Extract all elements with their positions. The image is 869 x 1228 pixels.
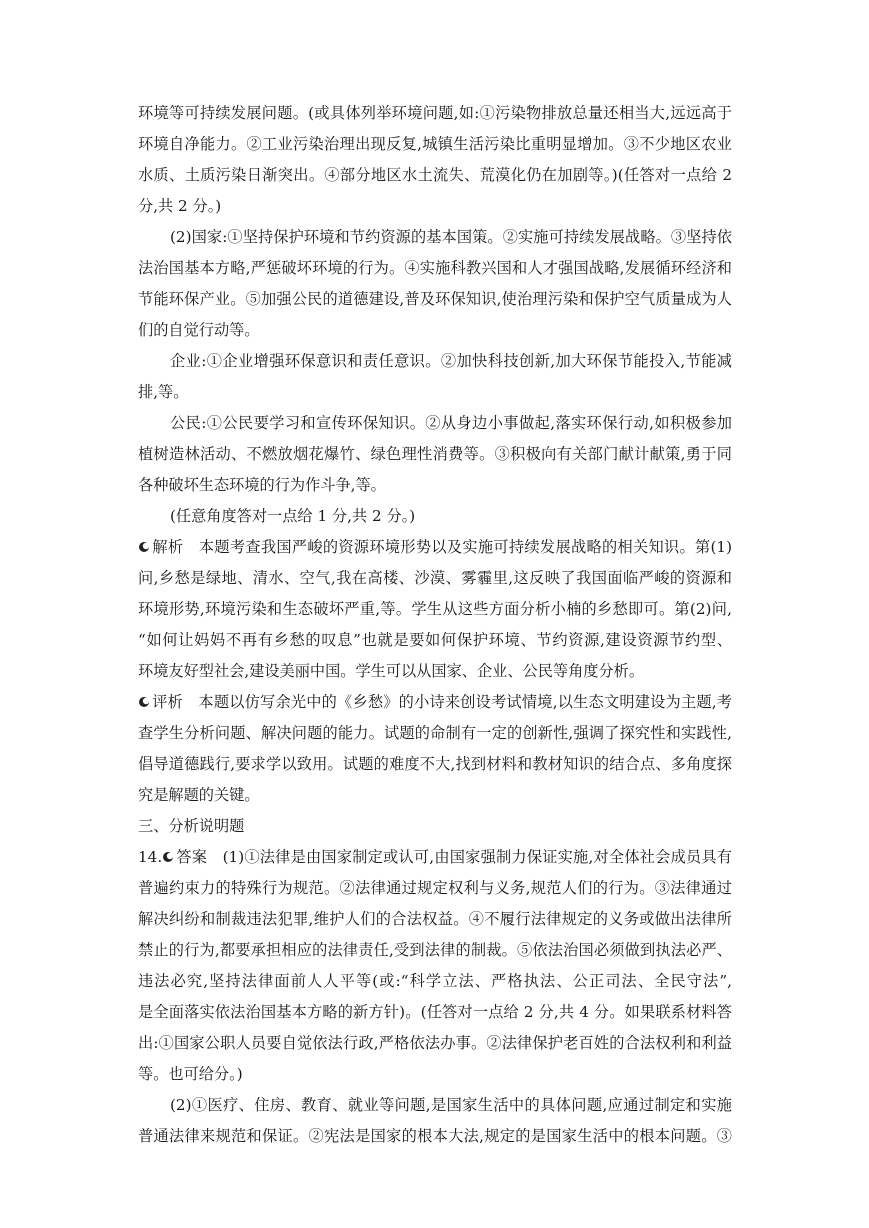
section-heading: 三、分析说明题	[138, 817, 245, 835]
comment-line	[138, 689, 732, 715]
text-line: 法治国基本方略,严惩破坏环境的行为。④实施科教兴国和人才强国战略,发展循环经济和	[138, 259, 732, 277]
comment-marker-icon	[138, 696, 150, 708]
text-line: 们的自觉行动等。	[138, 321, 260, 339]
text-line: 等。也可给分。)	[138, 1065, 243, 1083]
text-line: 节能环保产业。⑤加强公民的道德建设,普及环保知识,使治理污染和保护空气质量成为人	[138, 290, 732, 308]
text-line: 倡导道德践行,要求学以致用。试题的难度不大,找到材料和教材知识的结合点、多角度探	[138, 755, 732, 773]
text-line: 究是解题的关键。	[138, 786, 260, 804]
text-line: 各种破坏生态环境的行为作斗争,等。	[138, 476, 386, 494]
text-line: 环境友好型社会,建设美丽中国。学生可以从国家、企业、公民等角度分析。	[138, 662, 645, 680]
comment-text: 评析 本题以仿写余光中的《乡愁》的小诗来创设考试情境,以生态文明建设为主题,考	[152, 693, 732, 711]
text-line: 是全面落实依法治国基本方略的新方针)。(任答对一点给 2 分,共 4 分。如果联系材料答	[138, 1003, 732, 1021]
text-line: (任意角度答对一点给 1 分,共 2 分。)	[170, 507, 416, 525]
text-line: 植树造林活动、不燃放烟花爆竹、绿色理性消费等。③积极向有关部门献计献策,勇于同	[138, 445, 732, 463]
text-line: 普通法律来规范和保证。②宪法是国家的根本大法,规定的是国家生活中的根本问题。③	[138, 1127, 732, 1145]
text-line: 违法必究,坚持法律面前人人平等(或:“科学立法、严格执法、公正司法、全民守法”,	[138, 972, 732, 990]
answer-text: 答案 (1)①法律是由国家制定或认可,由国家强制力保证实施,对全体社会成员具有	[176, 848, 732, 866]
text-line: 环境等可持续发展问题。(或具体列举环境问题,如:①污染物排放总量还相当大,远远高于	[138, 104, 732, 122]
text-line: “如何让妈妈不再有乡愁的叹息”也就是要如何保护环境、节约资源,建设资源节约型、	[138, 631, 732, 649]
text-line: 解决纠纷和制裁违法犯罪,维护人们的合法权益。④不履行法律规定的义务或做出法律所	[138, 910, 732, 928]
text-line: 公民:①公民要学习和宣传环保知识。②从身边小事做起,落实环保行动,如积极参加	[170, 414, 732, 432]
text-line: 环境形势,环境污染和生态破坏严重,等。学生从这些方面分析小楠的乡愁即可。第(2)问,	[138, 600, 732, 618]
text-line: (2)国家:①坚持保护环境和节约资源的基本国策。②实施可持续发展战略。③坚持依	[170, 228, 732, 246]
text-line: 出:①国家公职人员要自觉依法行政,严格依法办事。②法律保护老百姓的合法权利和利益	[138, 1034, 732, 1052]
text-line: 排,等。	[138, 383, 189, 401]
question-number: 14.	[138, 848, 163, 866]
text-line: 分,共 2 分。)	[138, 197, 222, 215]
text-line: 普遍约束力的特殊行为规范。②法律通过规定权利与义务,规范人们的行为。③法律通过	[138, 879, 732, 897]
text-line: 问,乡愁是绿地、清水、空气,我在高楼、沙漠、雾霾里,这反映了我国面临严峻的资源和	[138, 569, 732, 587]
analysis-line	[138, 534, 732, 560]
text-line: 企业:①企业增强环保意识和责任意识。②加快科技创新,加大环保节能投入,节能减	[170, 352, 732, 370]
analysis-marker-icon	[138, 541, 150, 553]
answer-line	[138, 844, 732, 870]
text-line: 查学生分析问题、解决问题的能力。试题的命制有一定的创新性,强调了探究性和实践性,	[138, 724, 732, 742]
analysis-text: 解析 本题考查我国严峻的资源环境形势以及实施可持续发展战略的相关知识。第(1)	[152, 538, 732, 556]
text-line: 环境自净能力。②工业污染治理出现反复,城镇生活污染比重明显增加。③不少地区农业	[138, 135, 732, 153]
text-line: 水质、土质污染日渐突出。④部分地区水土流失、荒漠化仍在加剧等。)(任答对一点给 2	[138, 166, 732, 184]
text-line: 禁止的行为,都要承担相应的法律责任,受到法律的制裁。⑤依法治国必须做到执法必严、	[138, 941, 732, 959]
answer-marker-icon	[162, 851, 174, 863]
text-line: (2)①医疗、住房、教育、就业等问题,是国家生活中的具体问题,应通过制定和实施	[170, 1096, 732, 1114]
